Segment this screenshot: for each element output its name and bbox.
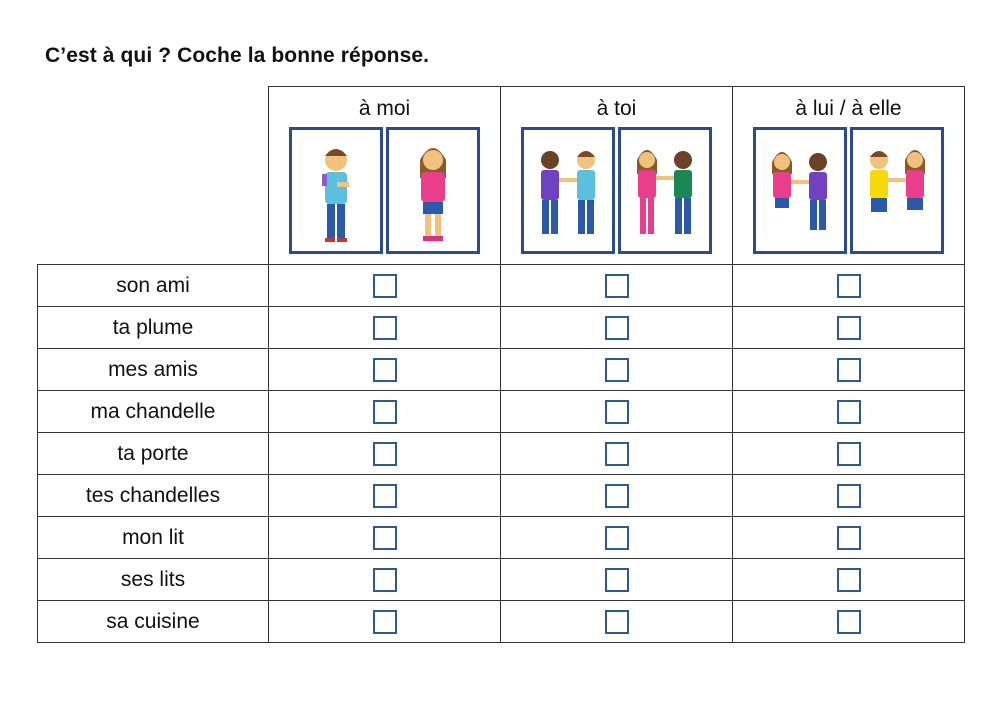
checkbox-cell <box>733 349 965 391</box>
answer-checkbox[interactable] <box>837 274 861 298</box>
answer-checkbox[interactable] <box>837 484 861 508</box>
checkbox-cell <box>733 517 965 559</box>
header-row <box>38 87 965 265</box>
boy-pointing-at-girl-illustration <box>853 130 941 251</box>
answer-checkbox[interactable] <box>605 400 629 424</box>
table-row <box>38 433 965 475</box>
checkbox-cell <box>733 475 965 517</box>
checkbox-cell <box>733 307 965 349</box>
answer-checkbox[interactable] <box>837 400 861 424</box>
girl-pointing-at-girl-illustration <box>621 130 709 251</box>
card-illustration <box>753 127 847 254</box>
answer-checkbox[interactable] <box>837 568 861 592</box>
table-row <box>38 391 965 433</box>
table-row <box>38 265 965 307</box>
checkbox-cell <box>269 601 501 643</box>
answer-checkbox[interactable] <box>605 484 629 508</box>
checkbox-cell <box>733 391 965 433</box>
answer-checkbox[interactable] <box>373 610 397 634</box>
answer-checkbox[interactable] <box>373 442 397 466</box>
answer-checkbox[interactable] <box>605 274 629 298</box>
checkbox-cell <box>269 475 501 517</box>
row-label: mon lit <box>38 517 269 559</box>
checkbox-cell <box>269 349 501 391</box>
checkbox-cell <box>733 433 965 475</box>
girl-pointing-self-illustration <box>389 130 477 251</box>
boy-pointing-at-boy-illustration <box>524 130 612 251</box>
answer-checkbox[interactable] <box>605 442 629 466</box>
answer-checkbox[interactable] <box>373 568 397 592</box>
column-label: à lui / à elle <box>795 97 902 120</box>
answer-table <box>37 86 965 643</box>
checkbox-cell <box>269 433 501 475</box>
corner-cell <box>38 87 269 265</box>
checkbox-cell <box>269 517 501 559</box>
column-label: à moi <box>358 97 411 120</box>
checkbox-cell <box>501 559 733 601</box>
girl-pointing-at-boy-illustration <box>756 130 844 251</box>
checkbox-cell <box>501 475 733 517</box>
checkbox-cell <box>733 601 965 643</box>
checkbox-cell <box>269 559 501 601</box>
answer-checkbox[interactable] <box>837 442 861 466</box>
column-header-moi <box>269 87 501 265</box>
row-label: mes amis <box>38 349 269 391</box>
card-illustration <box>618 127 712 254</box>
answer-checkbox[interactable] <box>373 484 397 508</box>
answer-checkbox[interactable] <box>605 316 629 340</box>
checkbox-cell <box>501 601 733 643</box>
card-illustration <box>289 127 383 254</box>
answer-checkbox[interactable] <box>837 316 861 340</box>
checkbox-cell <box>733 265 965 307</box>
answer-checkbox[interactable] <box>373 400 397 424</box>
answer-checkbox[interactable] <box>837 610 861 634</box>
row-label: ta plume <box>38 307 269 349</box>
table-row <box>38 307 965 349</box>
row-label: ta porte <box>38 433 269 475</box>
answer-checkbox[interactable] <box>373 316 397 340</box>
row-label: sa cuisine <box>38 601 269 643</box>
table-row <box>38 349 965 391</box>
column-header-lui-elle <box>733 87 965 265</box>
answer-checkbox[interactable] <box>373 274 397 298</box>
checkbox-cell <box>501 349 733 391</box>
answer-checkbox[interactable] <box>605 610 629 634</box>
boy-pointing-self-illustration <box>292 130 380 251</box>
checkbox-cell <box>501 265 733 307</box>
checkbox-cell <box>269 391 501 433</box>
answer-checkbox[interactable] <box>605 526 629 550</box>
answer-checkbox[interactable] <box>605 568 629 592</box>
answer-checkbox[interactable] <box>373 358 397 382</box>
table-row <box>38 559 965 601</box>
row-label: ma chandelle <box>38 391 269 433</box>
row-label: son ami <box>38 265 269 307</box>
table-row <box>38 517 965 559</box>
checkbox-cell <box>501 391 733 433</box>
row-label: tes chandelles <box>38 475 269 517</box>
checkbox-cell <box>269 265 501 307</box>
answer-checkbox[interactable] <box>605 358 629 382</box>
checkbox-cell <box>733 559 965 601</box>
card-illustration <box>850 127 944 254</box>
row-label: ses lits <box>38 559 269 601</box>
checkbox-cell <box>501 433 733 475</box>
answer-checkbox[interactable] <box>837 526 861 550</box>
checkbox-cell <box>269 307 501 349</box>
table-row <box>38 475 965 517</box>
table-row <box>38 601 965 643</box>
card-illustration <box>386 127 480 254</box>
answer-checkbox[interactable] <box>373 526 397 550</box>
answer-checkbox[interactable] <box>837 358 861 382</box>
column-header-toi <box>501 87 733 265</box>
checkbox-cell <box>501 307 733 349</box>
column-label: à toi <box>596 97 637 120</box>
worksheet-title: C’est à qui ? Coche la bonne réponse. <box>45 44 430 67</box>
checkbox-cell <box>501 517 733 559</box>
card-illustration <box>521 127 615 254</box>
